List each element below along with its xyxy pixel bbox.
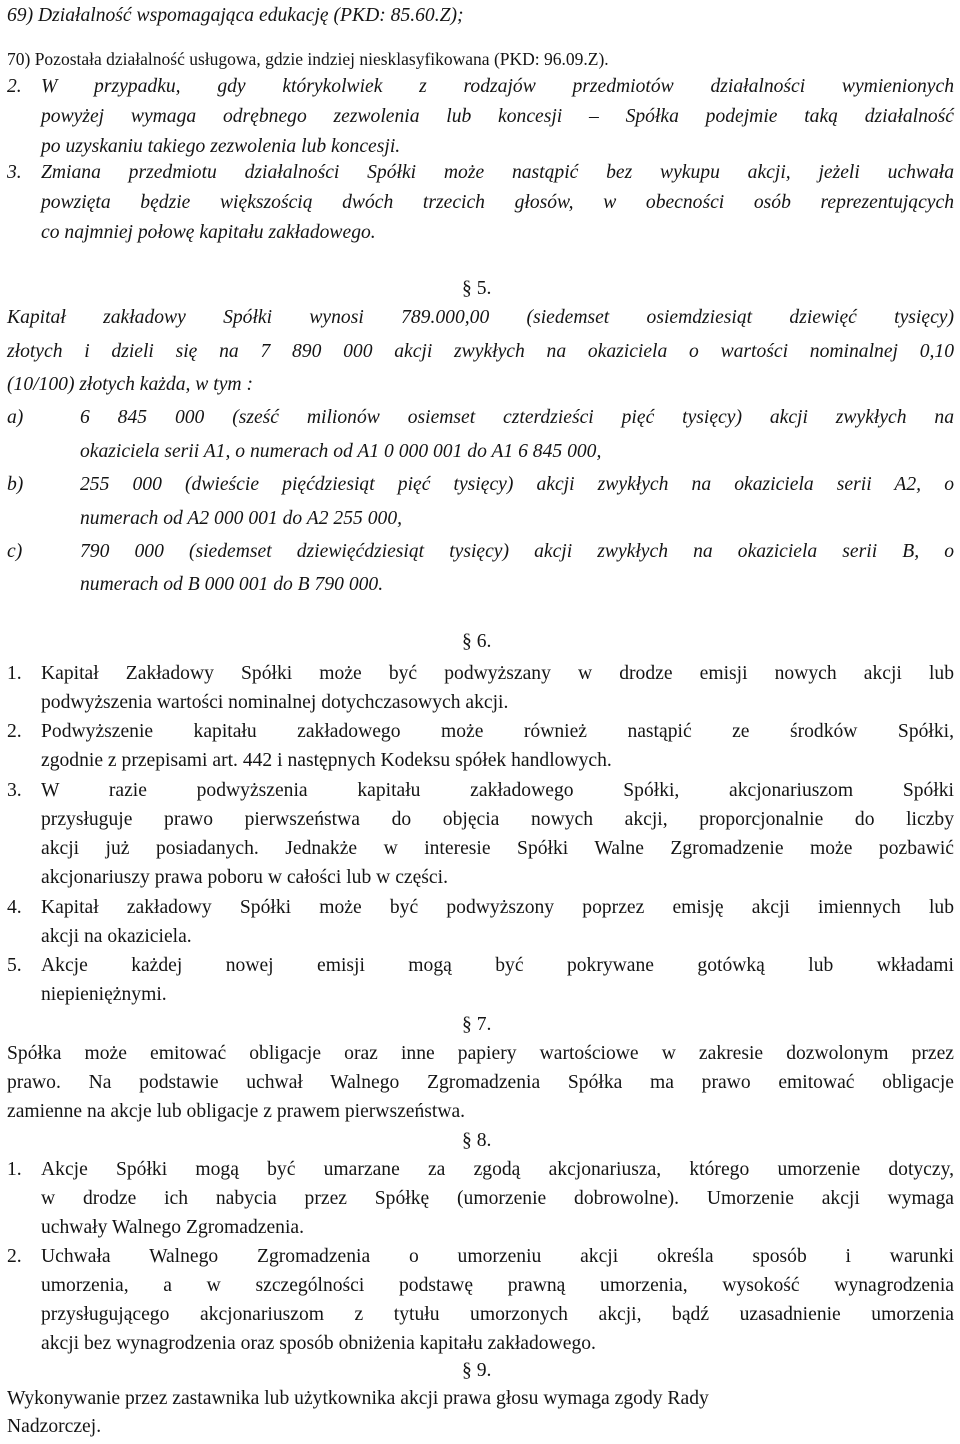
paragraph-line: zgodnie z przepisami art. 442 i następnych Kodeksu spółek handlowych. <box>41 750 612 771</box>
paragraph-number: 1. <box>7 663 22 684</box>
list-item-69: 69) Działalność wspomagająca edukację (PKD: 85.60.Z); <box>7 5 464 26</box>
paragraph-number: 3. <box>7 780 22 801</box>
list-item-line: 6 845 000 (sześć milionów osiemset czterdzieści pięć tysięcy) akcji zwykłych na <box>80 407 954 428</box>
list-item-line: numerach od A2 000 001 do A2 255 000, <box>80 508 403 529</box>
paragraph-number: 5. <box>7 955 22 976</box>
paragraph-line: umorzenia, a w szczególności podstawę prawną umorzenia, wysokość wynagrodzenia <box>41 1275 954 1296</box>
paragraph-line: Uchwała Walnego Zgromadzenia o umorzeniu akcji określa sposób i warunki <box>41 1246 954 1267</box>
paragraph-line: Nadzorczej. <box>7 1416 102 1437</box>
paragraph-line: W razie podwyższenia kapitału zakładowego Spółki, akcjonariuszom Spółki <box>41 780 954 801</box>
paragraph-line: Wykonywanie przez zastawnika lub użytkownika akcji prawa głosu wymaga zgody Rady <box>7 1388 709 1409</box>
paragraph-line: przysługującego akcjonariuszom z tytułu umorzonych akcji, bądź uzasadnienie umorzenia <box>41 1304 954 1325</box>
paragraph-line: po uzyskaniu takiego zezwolenia lub koncesji. <box>41 136 401 157</box>
paragraph-line: powyżej wymaga odrębnego zezwolenia lub koncesji – Spółka podejmie taką działalność <box>41 106 954 127</box>
paragraph-number: 4. <box>7 897 22 918</box>
paragraph-line: zamienne na akcje lub obligacje z prawem pierwszeństwa. <box>7 1101 466 1122</box>
paragraph-number: 3. <box>7 162 22 183</box>
paragraph-line: niepieniężnymi. <box>41 984 167 1005</box>
paragraph-line: co najmniej połowę kapitału zakładowego. <box>41 222 376 243</box>
paragraph-line: Spółka może emitować obligacje oraz inne papiery wartościowe w zakresie dozwolonym przez <box>7 1043 954 1064</box>
paragraph-line: akcji na okaziciela. <box>41 926 192 947</box>
paragraph-line: złotych i dzieli się na 7 890 000 akcji zwykłych na okaziciela o wartości nominalnej 0,10 <box>7 341 954 362</box>
section-heading-6: § 6. <box>462 631 492 652</box>
paragraph-number: 2. <box>7 76 22 97</box>
section-heading-8: § 8. <box>462 1130 492 1151</box>
paragraph-line: przysługuje prawo pierwszeństwa do objęcia nowych akcji, proporcjonalnie do liczby <box>41 809 954 830</box>
section-heading-7: § 7. <box>462 1014 492 1035</box>
list-item-line: 255 000 (dwieście pięćdziesiąt pięć tysięcy) akcji zwykłych na okaziciela serii A2, o <box>80 474 954 495</box>
paragraph-line: Podwyższenie kapitału zakładowego może również nastąpić ze środków Spółki, <box>41 721 954 742</box>
paragraph-line: powzięta będzie większością dwóch trzecich głosów, w obecności osób reprezentujących <box>41 192 954 213</box>
paragraph-line: podwyższenia wartości nominalnej dotychczasowych akcji. <box>41 692 509 713</box>
list-label: a) <box>7 407 24 428</box>
paragraph-line: uchwały Walnego Zgromadzenia. <box>41 1217 305 1238</box>
paragraph-number: 2. <box>7 721 22 742</box>
section-heading-9: § 9. <box>462 1360 492 1381</box>
paragraph-line: Akcje każdej nowej emisji mogą być pokrywane gotówką lub wkładami <box>41 955 954 976</box>
list-item-70: 70) Pozostała działalność usługowa, gdzie indziej niesklasyfikowana (PKD: 96.09.Z). <box>7 49 609 69</box>
list-item-line: 790 000 (siedemset dziewięćdziesiąt tysięcy) akcji zwykłych na okaziciela serii B, o <box>80 541 954 562</box>
list-label: c) <box>7 541 23 562</box>
paragraph-line: prawo. Na podstawie uchwał Walnego Zgromadzenia Spółka ma prawo emitować obligacje <box>7 1072 954 1093</box>
paragraph-line: w drodze ich nabycia przez Spółkę (umorzenie dobrowolne). Umorzenie akcji wymaga <box>41 1188 954 1209</box>
paragraph-line: (10/100) złotych każda, w tym : <box>7 374 253 395</box>
paragraph-line: W przypadku, gdy którykolwiek z rodzajów przedmiotów działalności wymienionych <box>41 76 954 97</box>
paragraph-number: 1. <box>7 1159 22 1180</box>
paragraph-line: Kapitał zakładowy Spółki wynosi 789.000,00 (siedemset osiemdziesiąt dziewięć tysięcy) <box>7 307 954 328</box>
section-heading-5: § 5. <box>462 278 492 299</box>
list-item-line: okaziciela serii A1, o numerach od A1 0 000 001 do A1 6 845 000, <box>80 441 602 462</box>
paragraph-line: Kapitał zakładowy Spółki może być podwyższony poprzez emisję akcji imiennych lub <box>41 897 954 918</box>
list-item-line: numerach od B 000 001 do B 790 000. <box>80 574 384 595</box>
paragraph-line: akcji już posiadanych. Jednakże w interesie Spółki Walne Zgromadzenie może pozbawić <box>41 838 954 859</box>
paragraph-line: akcjonariuszy prawa poboru w całości lub w części. <box>41 867 448 888</box>
paragraph-line: Akcje Spółki mogą być umarzane za zgodą akcjonariusza, którego umorzenie dotyczy, <box>41 1159 954 1180</box>
list-label: b) <box>7 474 24 495</box>
paragraph-line: Kapitał Zakładowy Spółki może być podwyższany w drodze emisji nowych akcji lub <box>41 663 954 684</box>
paragraph-line: akcji bez wynagrodzenia oraz sposób obniżenia kapitału zakładowego. <box>41 1333 596 1354</box>
paragraph-line: Zmiana przedmiotu działalności Spółki może nastąpić bez wykupu akcji, jeżeli uchwała <box>41 162 954 183</box>
paragraph-number: 2. <box>7 1246 22 1267</box>
